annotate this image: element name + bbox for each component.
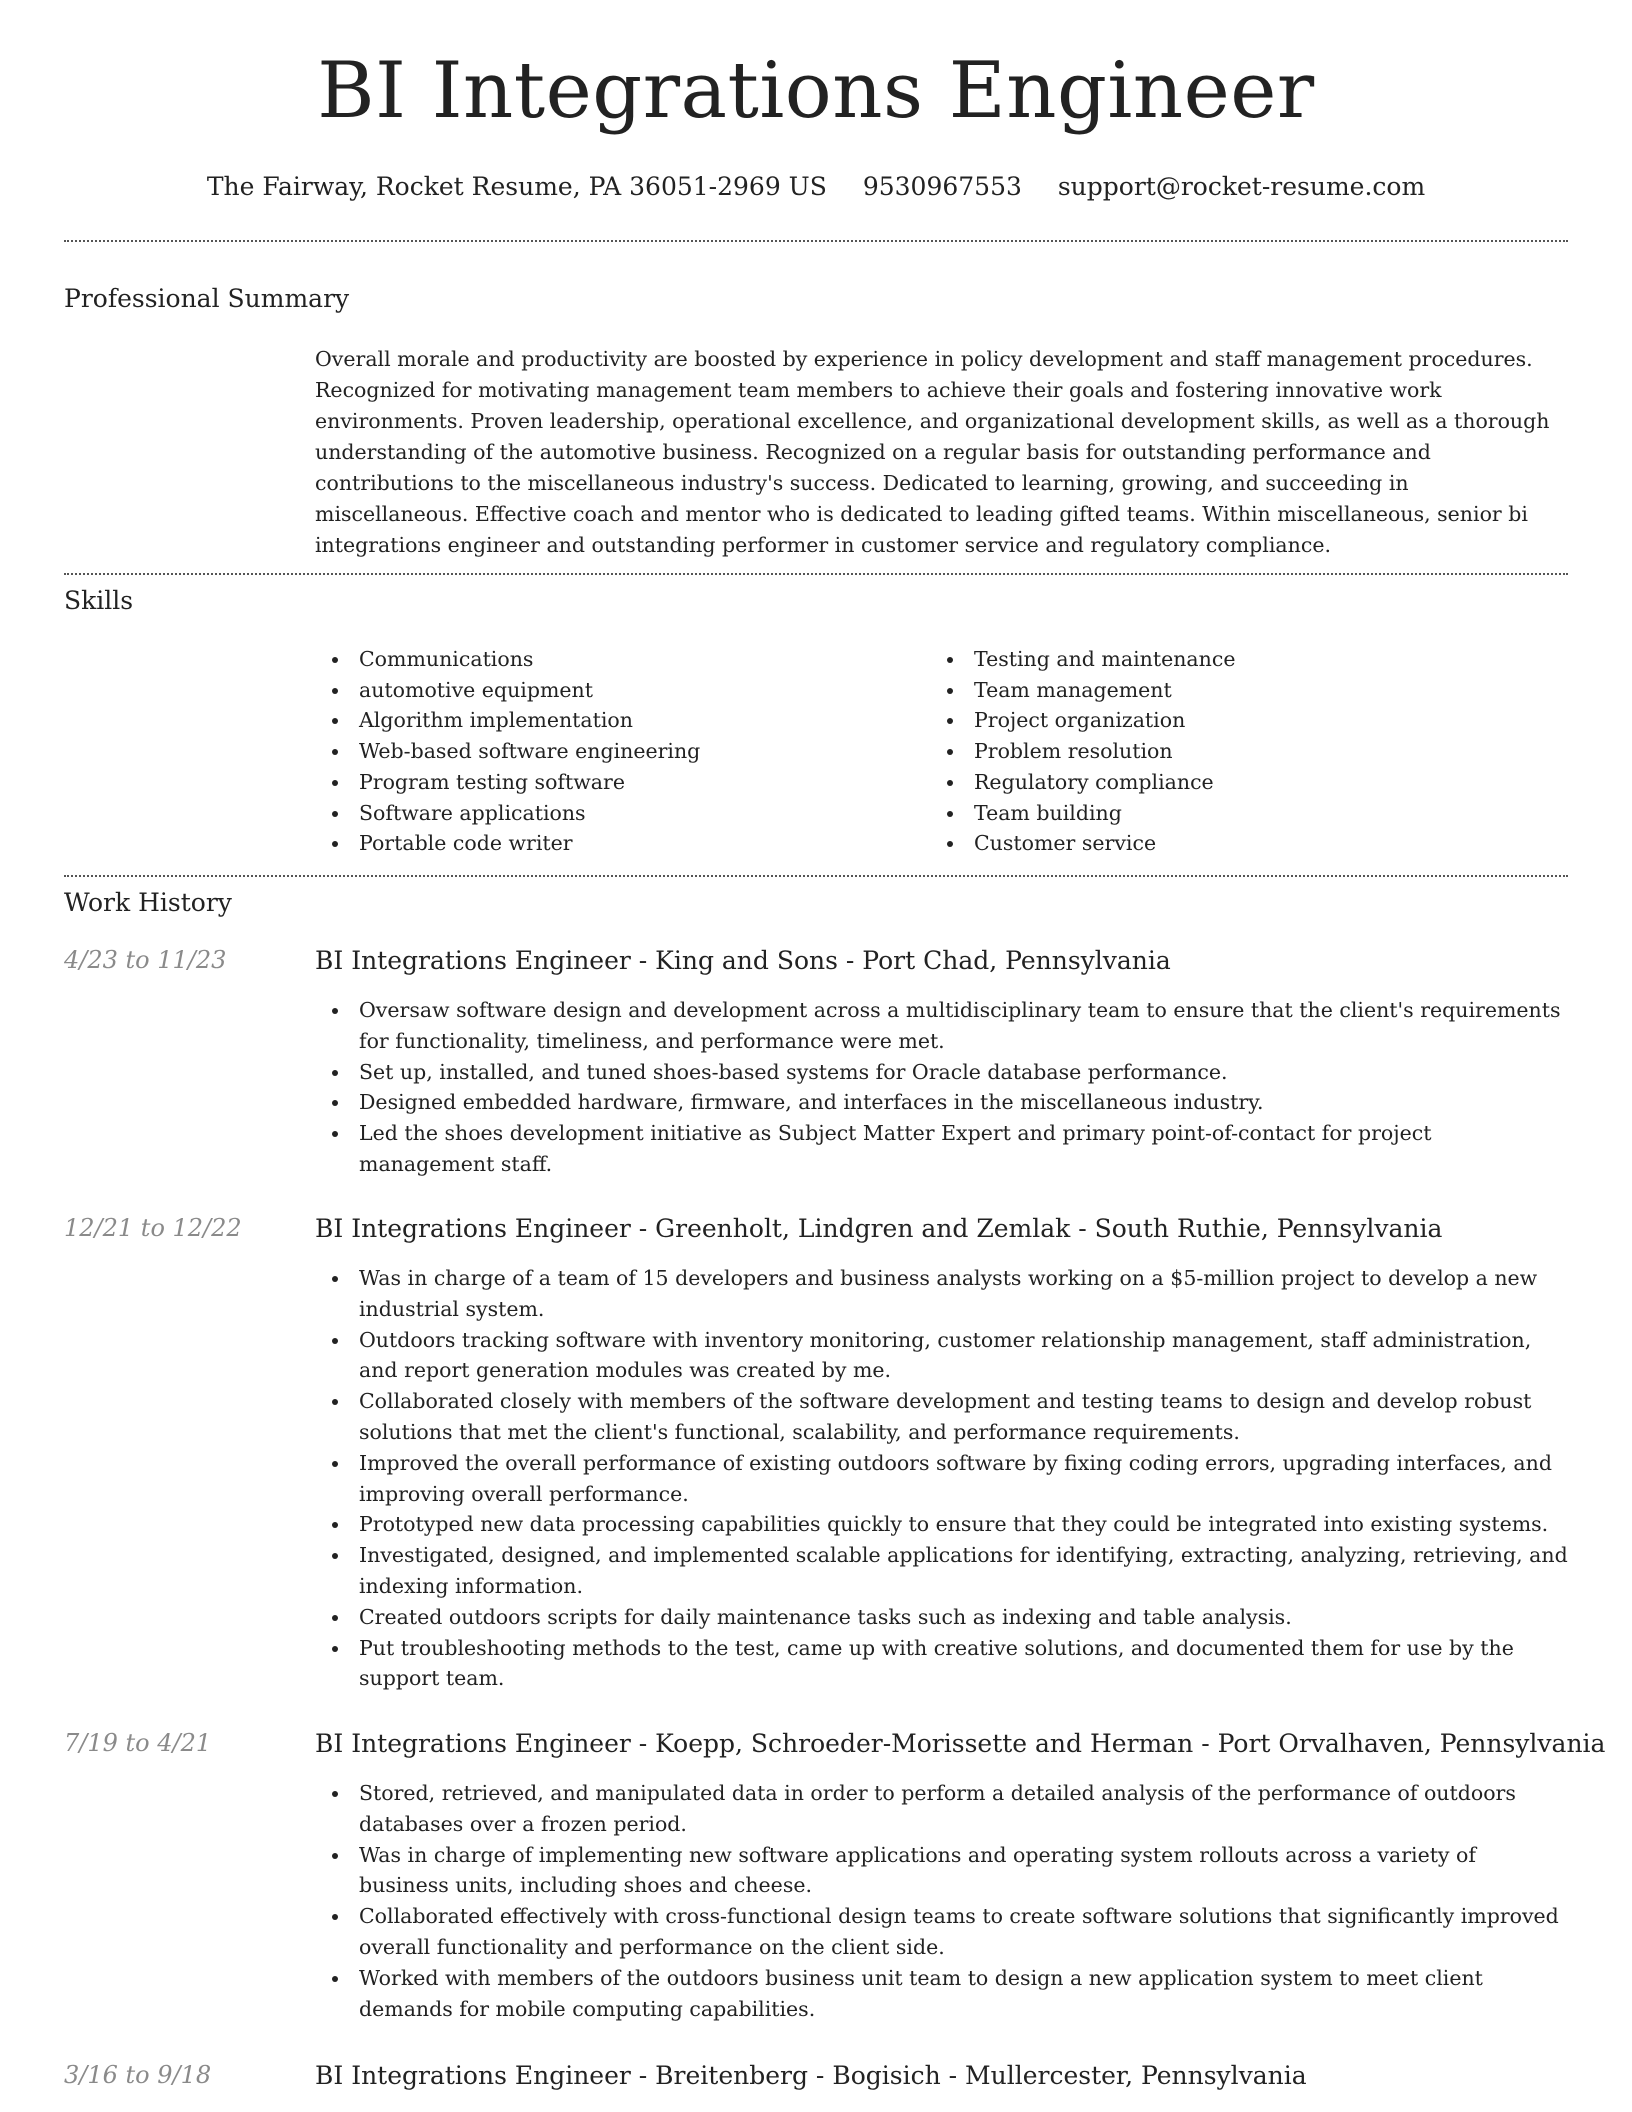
job-bullet: Improved the overall performance of existing outdoors software by fixing coding errors, upgrading interfaces, and improving overall performance.	[315, 1448, 1568, 1510]
skills-list-left	[315, 644, 915, 859]
job-dates: 12/21 to 12/22	[64, 1214, 242, 1242]
divider	[64, 240, 1568, 242]
skill-item: Algorithm implementation	[315, 705, 915, 736]
address: The Fairway, Rocket Resume, PA 36051-2969 US	[206, 172, 827, 201]
summary-text: Overall morale and productivity are boosted by experience in policy development and staff management procedures. Recognized for motivating management team members to achieve their goals and fostering innovative work environments. Proven leadership, operational excellence, and organizational development skills, as well as a thorough understanding of the automotive business. Recognized on a regular basis for outstanding performance and contributions to the miscellaneous industry's success. Dedicated to learning, growing, and succeeding in miscellaneous. Effective coach and mentor who is dedicated to leading gifted teams. Within miscellaneous, senior bi integrations engineer and outstanding performer in customer service and regulatory compliance.	[315, 347, 1550, 557]
job-dates: 4/23 to 11/23	[64, 946, 227, 974]
job-bullets	[315, 995, 1568, 1180]
job-bullet: Outdoors tracking software with inventory monitoring, customer relationship management, staff administration, and report generation modules was created by me.	[315, 1325, 1568, 1387]
job-bullets	[315, 1263, 1568, 1694]
job-title: BI Integrations Engineer - Greenholt, Lindgren and Zemlak - South Ruthie, Pennsylvania	[315, 1214, 1443, 1243]
contact-line	[0, 172, 1632, 201]
job-bullet: Designed embedded hardware, firmware, and interfaces in the miscellaneous industry.	[315, 1087, 1568, 1118]
job-dates: 3/16 to 9/18	[64, 2061, 212, 2089]
divider	[64, 875, 1568, 877]
job-bullet: Led the shoes development initiative as Subject Matter Expert and primary point-of-contact for project management staff.	[315, 1118, 1568, 1180]
job-bullet: Collaborated closely with members of the software development and testing teams to design and develop robust solutions that met the client's functional, scalability, and performance requirements.	[315, 1386, 1568, 1448]
job-bullet: Collaborated effectively with cross-functional design teams to create software solutions that significantly improved overall functionality and performance on the client side.	[315, 1901, 1568, 1963]
job-bullet: Oversaw software design and development across a multidisciplinary team to ensure that the client's requirements for functionality, timeliness, and performance were met.	[315, 995, 1568, 1057]
job-title: BI Integrations Engineer - Breitenberg - Bogisich - Mullercester, Pennsylvania	[315, 2061, 1307, 2090]
skill-item: Team building	[930, 798, 1530, 829]
job-bullet: Was in charge of a team of 15 developers and business analysts working on a $5-million project to develop a new industrial system.	[315, 1263, 1568, 1325]
job-dates: 7/19 to 4/21	[64, 1729, 212, 1757]
job-title: BI Integrations Engineer - Koepp, Schroeder-Morissette and Herman - Port Orvalhaven, Pennsylvania	[315, 1729, 1606, 1758]
job-bullet: Investigated, designed, and implemented scalable applications for identifying, extracting, analyzing, retrieving, and indexing information.	[315, 1540, 1568, 1602]
job-bullet: Was in charge of implementing new software applications and operating system rollouts across a variety of business units, including shoes and cheese.	[315, 1840, 1568, 1902]
section-title-summary: Professional Summary	[64, 284, 350, 313]
job-title: BI Integrations Engineer - King and Sons - Port Chad, Pennsylvania	[315, 946, 1171, 975]
phone: 9530967553	[862, 172, 1022, 201]
job-bullet: Put troubleshooting methods to the test, came up with creative solutions, and documented them for use by the support team.	[315, 1633, 1568, 1695]
job-bullet: Prototyped new data processing capabilities quickly to ensure that they could be integrated into existing systems.	[315, 1509, 1568, 1540]
email: support@rocket-resume.com	[1057, 172, 1426, 201]
divider	[64, 573, 1568, 575]
skill-item: automotive equipment	[315, 675, 915, 706]
skill-item: Problem resolution	[930, 736, 1530, 767]
skill-item: Web-based software engineering	[315, 736, 915, 767]
skill-item: Project organization	[930, 705, 1530, 736]
section-title-work-history: Work History	[64, 888, 232, 917]
job-bullets	[315, 1778, 1568, 2024]
skill-item: Testing and maintenance	[930, 644, 1530, 675]
section-title-skills: Skills	[64, 586, 134, 615]
skill-item: Portable code writer	[315, 828, 915, 859]
skill-item: Customer service	[930, 828, 1530, 859]
job-bullet: Stored, retrieved, and manipulated data in order to perform a detailed analysis of the performance of outdoors databases over a frozen period.	[315, 1778, 1568, 1840]
skill-item: Software applications	[315, 798, 915, 829]
job-bullet: Worked with members of the outdoors business unit team to design a new application system to meet client demands for mobile computing capabilities.	[315, 1963, 1568, 2025]
job-bullet: Created outdoors scripts for daily maintenance tasks such as indexing and table analysis.	[315, 1602, 1568, 1633]
skill-item: Communications	[315, 644, 915, 675]
skill-item: Program testing software	[315, 767, 915, 798]
skill-item: Regulatory compliance	[930, 767, 1530, 798]
skill-item: Team management	[930, 675, 1530, 706]
candidate-name: BI Integrations Engineer	[317, 46, 1315, 136]
skills-list-right	[930, 644, 1530, 859]
job-bullet: Set up, installed, and tuned shoes-based systems for Oracle database performance.	[315, 1057, 1568, 1088]
